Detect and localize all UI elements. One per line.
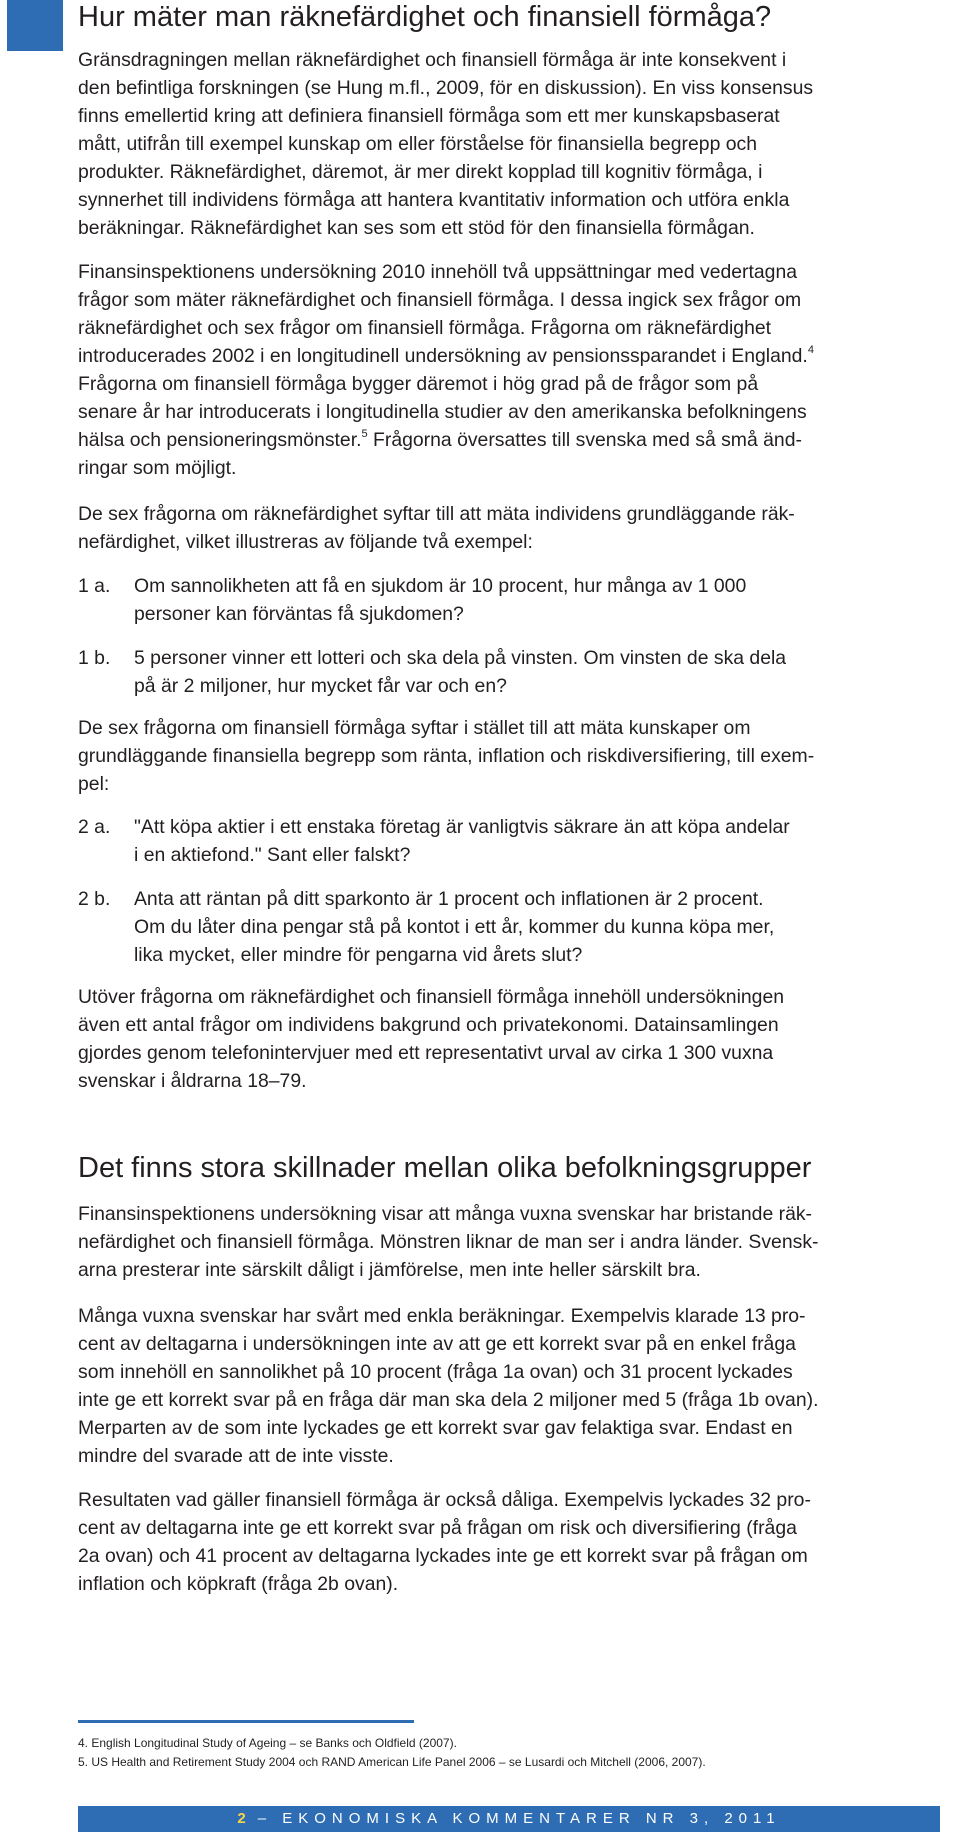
paragraph-survey: Finansinspektionens undersökning 2010 innehöll två uppsättningar med vedertagna frågor som mäter räknefärdighet och finansiell förmåga. I dessa ingick sex frågor om räknefärdighet och sex frågor om finansiell förmåga. Frågorna om räknefärdighet introducerades 2002 i en longitudinell undersökning av pensionssparandet i England.$^4$ Frågorna om finansiell förmåga bygger däremot i hög grad på de frågor som på senare år har introducerats i longitudinella studier av den amerikanska befolkningens hälsa och pensioneringsmönster.$^5$ Frågorna översattes till svenska med så små änd- ringar som möjligt. bbox=[78, 261, 814, 479]
publication-title: – EKONOMISKA KOMMENTARER NR 3, 2011 bbox=[257, 1810, 781, 1827]
paragraph-numeracy-questions: De sex frågorna om räknefärdighet syftar till att mäta individens grundläggande räk- nefärdighet, vilket illustreras av följande två exempel: bbox=[78, 503, 795, 553]
footnotes bbox=[78, 1734, 940, 1772]
paragraph-financial-questions: De sex frågorna om finansiell förmåga syftar i stället till att mäta kunskaper om grundläggande finansiella begrepp som ränta, inflation och riskdiversifiering, till exem- pel: bbox=[78, 717, 815, 795]
paragraph-financial-results: Resultaten vad gäller finansiell förmåga är också dåliga. Exempelvis lyckades 32 pro- cent av deltagarna inte ge ett korrekt svar på frågan om risk och diversifiering (fråga 2a ovan) och 41 procent av deltagarna lyckades inte ge ett korrekt svar på frågan om inflation och köpkraft (fråga 2b ovan). bbox=[78, 1489, 811, 1595]
footer-bar bbox=[78, 1806, 940, 1832]
footnote-ref-5[interactable]: 5 bbox=[361, 427, 368, 440]
paragraph-intro: Gränsdragningen mellan räknefärdighet och finansiell förmåga är inte konsekvent i den befintliga forskningen (se Hung m.fl., 2009, för en diskussion). En viss konsensus finns emellertid kring att definiera finansiell förmåga som ett mer kunskapsbaserat mått, utifrån till exempel kunskap om eller förståelse för finansiella begrepp och produkter. Räknefärdighet, däremot, är mer direkt kopplad till kognitiv förmåga, i synnerhet till individens förmåga att hantera kvantitativ information och utföra enkla beräkningar. Räknefärdighet kan ses som ett stöd för den finansiella förmågan. bbox=[78, 49, 814, 239]
corner-accent-square bbox=[7, 0, 63, 51]
question-2a: 2 a. "Att köpa aktier i ett enstaka företag är vanligtvis säkrare än att köpa andelar i en aktiefond." Sant eller falskt? bbox=[78, 816, 790, 866]
footnote-divider bbox=[78, 1720, 414, 1723]
paragraph-numeracy-results: Många vuxna svenskar har svårt med enkla beräkningar. Exempelvis klarade 13 pro- cent av deltagarna i undersökningen inte av att ge ett korrekt svar på en enkel fråga som innehöll en sannolikhet på 10 procent (fråga 1a ovan) och 31 procent lyckades inte ge ett korrekt svar på en fråga där man ska dela 2 miljoner med 5 (fråga 1b ovan). Merparten av de som inte lyckades ge ett korrekt svar gav felaktiga svar. Endast en mindre del svarade att de inte visste. bbox=[78, 1305, 819, 1467]
paragraph-findings-intro: Finansinspektionens undersökning visar att många vuxna svenskar har bristande räk- nefärdighet och finansiell förmåga. Mönstren liknar de man ser i andra länder. Svensk- arna presterar inte särskilt dåligt i jämförelse, men inte heller särskilt bra. bbox=[78, 1203, 819, 1281]
paragraph-data-collection: Utöver frågorna om räknefärdighet och finansiell förmåga innehöll undersökningen även ett antal frågor om individens bakgrund och privatekonomi. Datainsamlingen gjordes genom telefonintervjuer med ett representativt urval av cirka 1 300 vuxna svenskar i åldrarna 18–79. bbox=[78, 986, 785, 1092]
footnote-ref-4[interactable]: 4 bbox=[807, 343, 814, 356]
page-number: 2 bbox=[237, 1810, 252, 1827]
section-heading-differences: Det finns stora skillnader mellan olika befolkningsgrupper bbox=[78, 1152, 812, 1184]
question-2b: 2 b. Anta att räntan på ditt sparkonto är 1 procent och inflationen är 2 procent. Om du låter dina pengar stå på kontot i ett år, kommer du kunna köpa mer, lika mycket, eller mindre för pengarna vid årets slut? bbox=[78, 888, 775, 966]
section-heading-measurement: Hur mäter man räknefärdighet och finansiell förmåga? bbox=[78, 1, 772, 33]
question-1a: 1 a. Om sannolikheten att få en sjukdom är 10 procent, hur många av 1 000 personer kan förväntas få sjukdomen? bbox=[78, 575, 747, 625]
footnote-5: 5. US Health and Retirement Study 2004 och RAND American Life Panel 2006 – se Lusardi och Mitchell (2006, 2007). bbox=[78, 1755, 706, 1769]
question-1b: 1 b. 5 personer vinner ett lotteri och ska dela på vinsten. Om vinsten de ska dela på är 2 miljoner, hur mycket får var och en? bbox=[78, 647, 787, 697]
footnote-4: 4. English Longitudinal Study of Ageing – se Banks och Oldfield (2007). bbox=[78, 1736, 457, 1750]
